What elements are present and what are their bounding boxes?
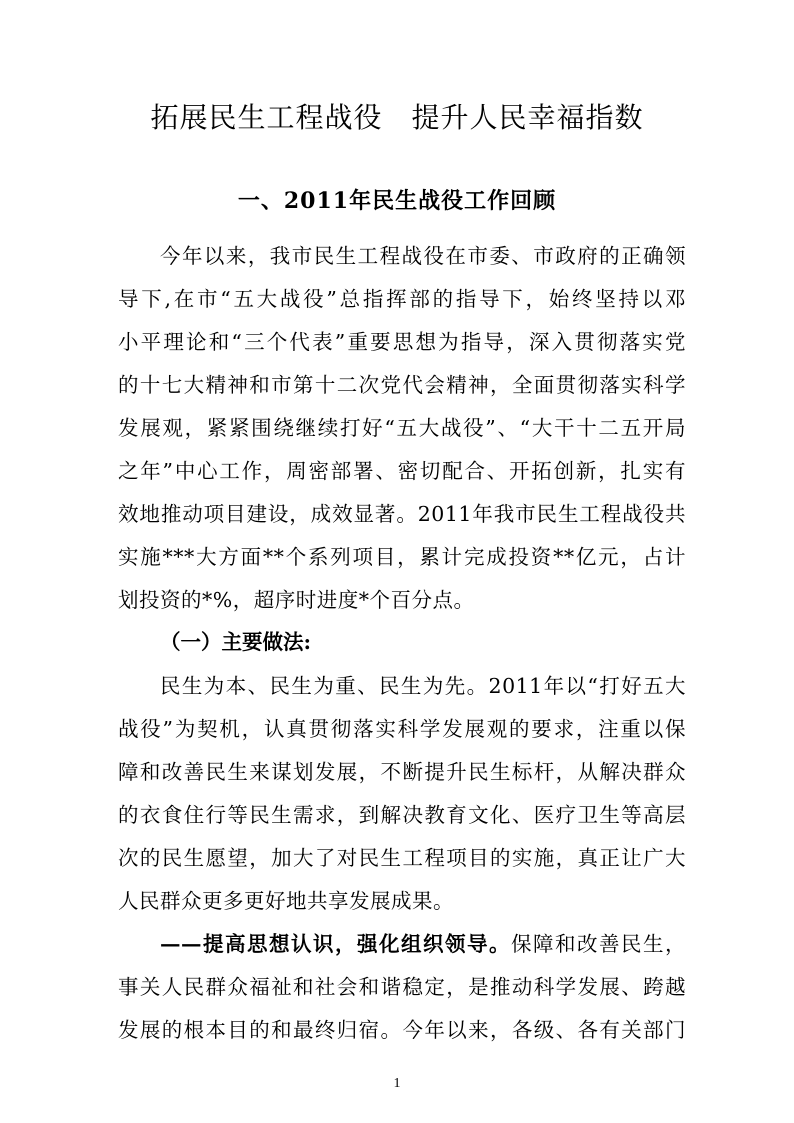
paragraph-1-line-1: 今年以来，我市民生工程战役在市委、市政府的正确领	[160, 244, 686, 268]
paragraph-3-line-2: 事关人民群众福祉和社会和谐稳定，是推动科学发展、跨越	[118, 975, 686, 999]
paragraph-1-line-7: 效地推动项目建设，成效显著。2011年我市民生工程战役共	[118, 502, 686, 526]
paragraph-1-line-9: 划投资的*%，超序时进度*个百分点。	[118, 588, 475, 612]
paragraph-3-bold-lead: ——提高思想认识，强化组织领导。	[160, 932, 511, 956]
page-number: 1	[393, 1076, 401, 1091]
paragraph-1-line-3: 小平理论和“三个代表”重要思想为指导，深入贯彻落实党	[118, 330, 686, 354]
paragraph-1-line-6: 之年”中心工作，周密部署、密切配合、开拓创新，扎实有	[118, 459, 686, 483]
paragraph-2-line-3: 障和改善民生来谋划发展，不断提升民生标杆，从解决群众	[118, 760, 686, 784]
paragraph-2-line-1: 民生为本、民生为重、民生为先。2011年以“打好五大	[160, 674, 686, 698]
paragraph-1-line-5: 发展观，紧紧围绕继续打好“五大战役”、“大干十二五开局	[118, 416, 686, 440]
paragraph-2-line-5: 次的民生愿望，加大了对民生工程项目的实施，真正让广大	[118, 846, 686, 870]
paragraph-1-line-4: 的十七大精神和市第十二次党代会精神，全面贯彻落实科学	[118, 373, 686, 397]
paragraph-2-line-6: 人民群众更多更好地共享发展成果。	[118, 889, 454, 913]
section-heading: 一、2011年民生战役工作回顾	[237, 188, 557, 214]
paragraph-3-line-1	[160, 928, 686, 960]
subheading-main-practices: （一）主要做法:	[160, 630, 312, 654]
paragraph-2-line-2: 战役”为契机，认真贯彻落实科学发展观的要求，注重以保	[118, 717, 686, 741]
paragraph-3-line-3: 发展的根本目的和最终归宿。今年以来，各级、各有关部门	[118, 1018, 686, 1042]
document-title: 拓展民生工程战役 提升人民幸福指数	[150, 101, 644, 134]
paragraph-1-line-2: 导下,在市“五大战役”总指挥部的指导下，始终坚持以邓	[118, 287, 686, 311]
paragraph-3-line-1-rest: 保障和改善民生，	[511, 932, 686, 956]
paragraph-1-line-8: 实施***大方面**个系列项目，累计完成投资**亿元，占计	[118, 545, 686, 569]
paragraph-2-line-4: 的衣食住行等民生需求，到解决教育文化、医疗卫生等高层	[118, 803, 686, 827]
